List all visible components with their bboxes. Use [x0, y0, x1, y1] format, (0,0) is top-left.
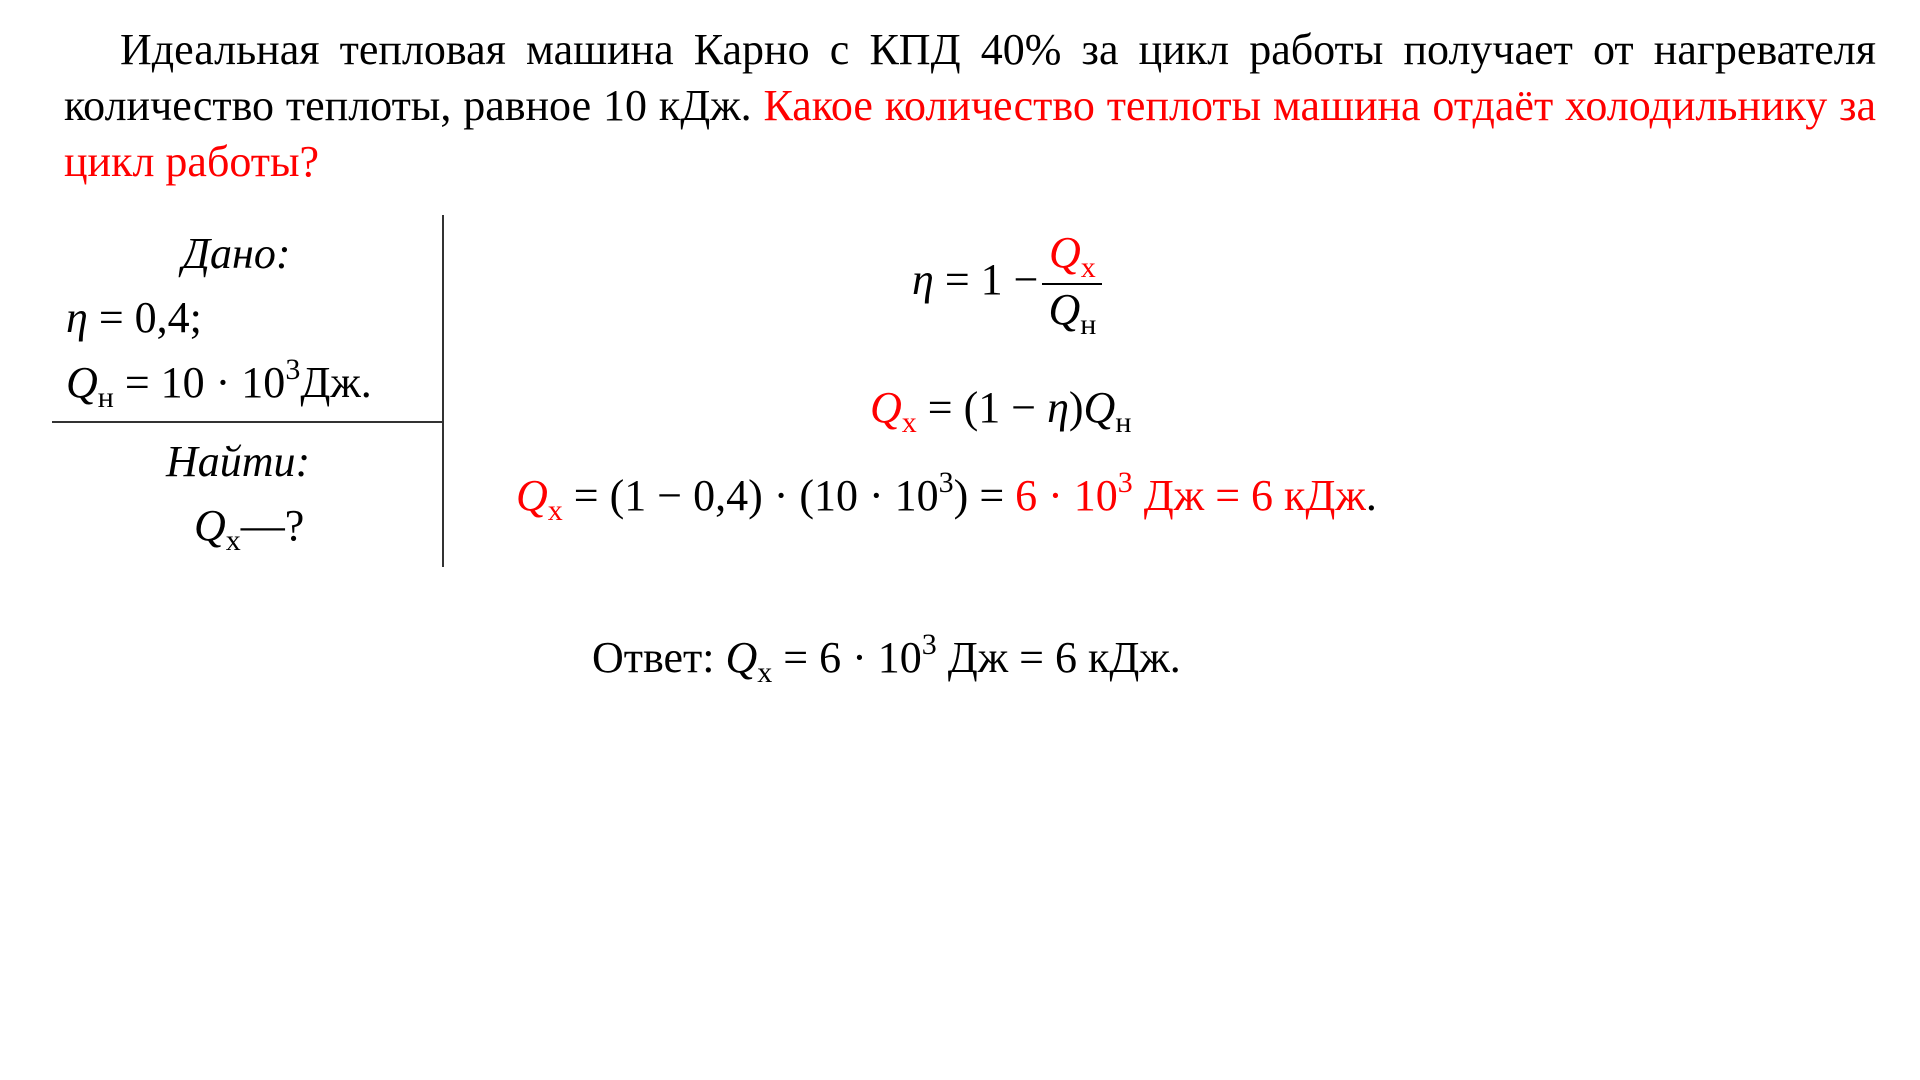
- problem-statement: [64, 22, 1876, 190]
- problem-text: Идеальная тепловая машина Карно с КПД 40% за цикл работы получает от нагревателя количество теплоты, равное 10 кДж.: [64, 25, 1876, 130]
- formula-efficiency: η = 1 − $\frac{Q_х}{Q_н}$: [912, 228, 1102, 340]
- given-divider-vertical: [442, 215, 444, 567]
- calculation-result: $6 \cdot 10^3$ Дж = 6 кДж: [1015, 466, 1366, 520]
- fraction: $\frac{Q_х}{Q_н}$: [1042, 228, 1102, 340]
- find-title: Найти:: [166, 437, 311, 486]
- given-q-hot: $Q_н = 10 \cdot 10^3Дж$.: [66, 353, 372, 414]
- given-divider-horizontal: [52, 421, 444, 423]
- given-eta: η = 0,4;: [66, 293, 202, 342]
- given-title: Дано:: [182, 229, 291, 278]
- formula-calculation: $Q_х = (1 - 0,4) \cdot (10 \cdot 10^3) = 6 \cdot 10^3$ Дж = 6 кДж.: [516, 466, 1377, 527]
- find-q-cold: $Q_х—$?: [194, 501, 305, 557]
- problem-question: Какое количество теплоты машина отдаёт холодильнику за цикл работы?: [64, 81, 1877, 186]
- formula-q-cold: $Q_х = (1 - \eta)Q_н$: [870, 383, 1132, 439]
- answer-line: Ответ: $Q_х = 6 \cdot 10^3$ Дж = 6 кДж.: [592, 628, 1181, 689]
